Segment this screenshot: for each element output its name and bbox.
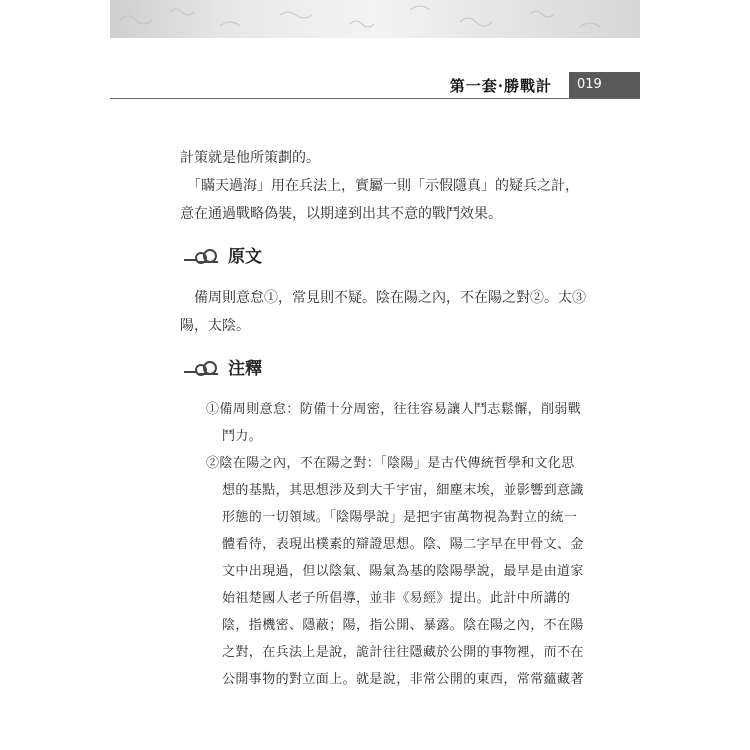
note-line: 文中出現過，但以陰氣、陽氣為基的陰陽學說，最早是由道家 xyxy=(222,564,584,579)
note-line: ②陰在陽之內，不在陽之對：「陰陽」是古代傳統哲學和文化思 xyxy=(206,456,575,471)
text-line: 備周則意怠①，常見則不疑。陰在陽之內，不在陽之對②。太③ xyxy=(180,290,586,306)
note-line: 體看待，表現出樸素的辯證思想。陰、陽二字早在甲骨文、金 xyxy=(222,537,584,552)
texture-pattern xyxy=(110,0,640,38)
text-line: 意在通過戰略偽裝，以期達到出其不意的戰鬥效果。 xyxy=(180,206,502,222)
text-line: 計策就是他所策劃的。 xyxy=(180,150,320,166)
section-title: 注釋 xyxy=(228,359,262,379)
chapter-title: 第一套·勝戰計 xyxy=(449,77,552,95)
cloud-ornament-icon xyxy=(182,247,222,267)
cloud-ornament-icon xyxy=(182,359,222,379)
note-line: 鬥力。 xyxy=(222,429,263,444)
note-item-1 xyxy=(206,396,596,450)
book-page xyxy=(110,0,640,750)
header-divider xyxy=(110,98,640,99)
note-line: 想的基點，其思想涉及到大千宇宙，細塵末埃，並影響到意識 xyxy=(222,483,584,498)
text-line: 陽，太陰。 xyxy=(180,318,250,334)
section-title: 原文 xyxy=(228,247,262,267)
running-header xyxy=(110,72,640,98)
note-line: 公開事物的對立面上。就是說，非常公開的東西，常常蘊藏著 xyxy=(222,672,584,687)
text-line: 「瞞天過海」用在兵法上，實屬一則「示假隱真」的疑兵之計， xyxy=(180,178,579,194)
note-line: 之對，在兵法上是說，詭計往往隱藏於公開的事物裡，而不在 xyxy=(222,645,584,660)
paragraph-intro xyxy=(180,144,590,172)
original-text xyxy=(180,284,590,340)
paragraph-explanation xyxy=(180,172,590,228)
note-line: 形態的一切領域。「陰陽學說」是把宇宙萬物視為對立的統一 xyxy=(222,510,578,525)
decorative-top-band xyxy=(110,0,640,38)
note-item-2 xyxy=(206,450,596,693)
note-line: ①備周則意怠：防備十分周密，往往容易讓人鬥志鬆懈，削弱戰 xyxy=(206,402,582,417)
note-line: 始祖楚國人老子所倡導，並非《易經》提出。此計中所講的 xyxy=(222,591,571,606)
page-number: 019 xyxy=(569,72,640,98)
note-line: 陰，指機密、隱蔽；陽，指公開、暴露。陰在陽之內，不在陽 xyxy=(222,618,584,633)
